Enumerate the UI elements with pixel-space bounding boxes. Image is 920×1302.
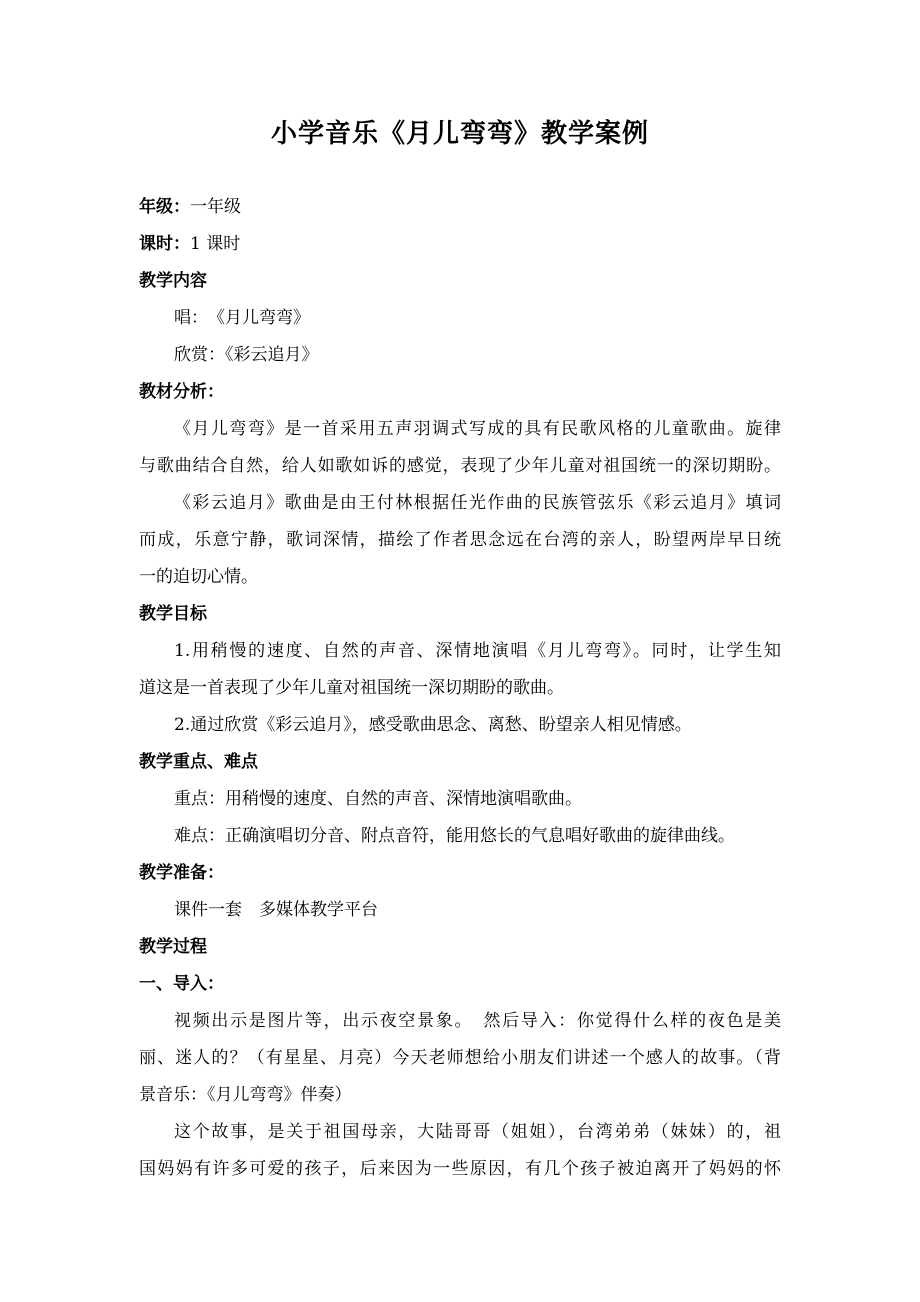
analysis-p2-line3: 一的迫切心情。 [139,567,258,587]
keypoints-heading: 教学重点、难点 [139,752,258,772]
goal1-line2: 道这是一首表现了少年儿童对祖国统一深切期盼的歌曲。 [139,678,564,698]
content-appreciate: 欣赏：《彩云追月》 [174,345,319,365]
goal1-line1: 1.用稍慢的速度、自然的声音、深情地演唱《月儿弯弯》。同时，让学生知 [174,641,781,661]
analysis-heading: 教材分析： [139,382,224,402]
grade-line [139,195,781,219]
prep-heading: 教学准备： [139,863,224,883]
analysis-p2-line1: 《彩云追月》歌曲是由王付林根据任光作曲的民族管弦乐《彩云追月》填词 [174,493,781,513]
analysis-p2-line2: 而成，乐意宁静，歌词深情，描绘了作者思念远在台湾的亲人，盼望两岸早日统 [139,530,781,550]
grade-value: 一年级 [190,197,241,217]
process-p2-line2: 国妈妈有许多可爱的孩子，后来因为一些原因，有几个孩子被迫离开了妈妈的怀 [139,1159,781,1179]
analysis-p1-line2: 与歌曲结合自然，给人如歌如诉的感觉，表现了少年儿童对祖国统一的深切期盼。 [139,456,781,476]
process-p1-line2: 丽、迷人的？（有星星、月亮）今天老师想给小朋友们讲述一个感人的故事。（背 [139,1048,781,1068]
analysis-p1-line1: 《月儿弯弯》是一首采用五声羽调式写成的具有民歌风格的儿童歌曲。旋律 [174,419,781,439]
period-value: 1 课时 [190,234,241,254]
prep-text: 课件一套 多媒体教学平台 [174,900,378,920]
keypoint-key: 重点：用稍慢的速度、自然的声音、深情地演唱歌曲。 [174,789,582,809]
grade-label: 年级： [139,197,190,217]
content-heading: 教学内容 [139,271,207,291]
process-sub1: 一、导入： [139,974,224,994]
period-line [139,232,781,256]
goal2: 2.通过欣赏《彩云追月》，感受歌曲思念、离愁、盼望亲人相见情感。 [174,715,692,735]
process-p2-line1: 这个故事，是关于祖国母亲，大陆哥哥（姐姐），台湾弟弟（妹妹）的，祖 [174,1122,781,1142]
period-label: 课时： [139,234,190,254]
goals-heading: 教学目标 [139,604,207,624]
process-p1-line3: 景音乐：《月儿弯弯》伴奏） [139,1085,352,1105]
content-sing: 唱： 《月儿弯弯》 [174,308,310,328]
document-title: 小学音乐《月儿弯弯》教学案例 [270,119,649,149]
keypoint-difficult: 难点：正确演唱切分音、附点音符，能用悠长的气息唱好歌曲的旋律曲线。 [174,826,735,846]
process-heading: 教学过程 [139,937,207,957]
process-p1-line1: 视频出示是图片等，出示夜空景象。 然后导入：你觉得什么样的夜色是美 [174,1011,781,1031]
